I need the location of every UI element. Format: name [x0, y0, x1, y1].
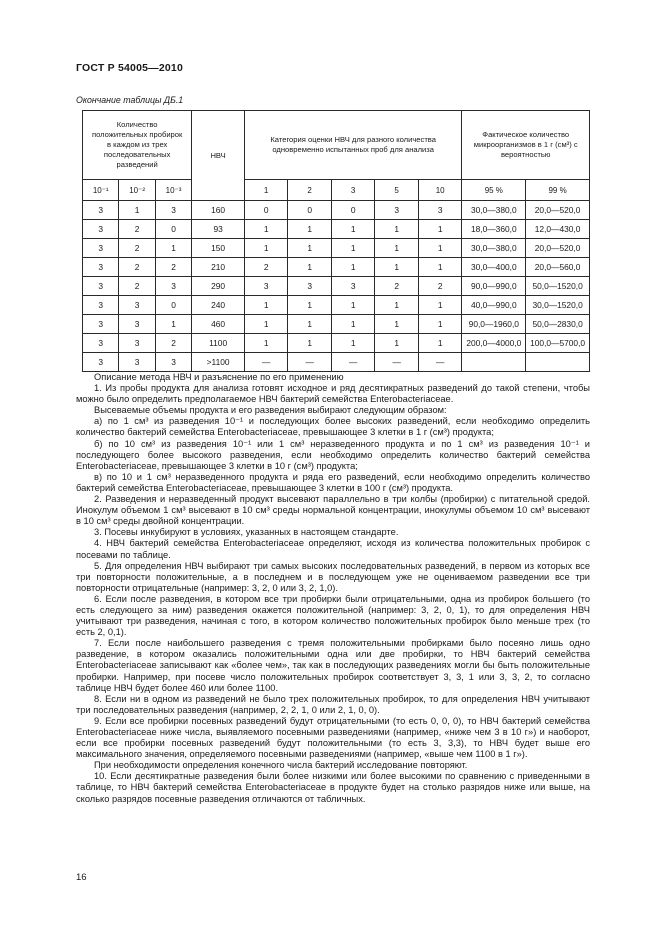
table-cell: 3	[331, 277, 375, 296]
mpn-table-head	[83, 111, 590, 201]
table-cell: 3	[119, 334, 155, 353]
table-cell: 90,0—1960,0	[462, 315, 526, 334]
table-cell: 3	[155, 277, 191, 296]
table-cell: 1	[331, 239, 375, 258]
table-cell: 160	[192, 201, 245, 220]
table-cell: 1	[288, 296, 332, 315]
paragraph: в) по 10 и 1 см³ неразведенного продукта и ряда его разведений, если необходимо определить количество бактерий семейства Enterobacteriaceae, превышающее 3 клетки в 100 г (см³) продукта.	[76, 471, 590, 493]
header-nvch: НВЧ	[192, 111, 245, 201]
table-cell: 20,0—560,0	[526, 258, 590, 277]
table-cell: —	[244, 353, 288, 372]
table-cell: 1100	[192, 334, 245, 353]
header-samples-3: 3	[331, 180, 375, 201]
paragraph: 10. Если десятикратные разведения были более низкими или более высокими по сравнению с приведенными в таблице, то НВЧ бактерий семейства Enterobacteriaceae в продукте будет на столько разрядов ниже или выше, на сколько разрядов посевные разведения отличаются от табличных.	[76, 771, 590, 804]
table-row	[83, 277, 590, 296]
header-dilution-1: 10⁻¹	[83, 180, 119, 201]
table-cell: 1	[119, 201, 155, 220]
table-cell: 1	[244, 239, 288, 258]
table-header-group-row	[83, 111, 590, 180]
paragraph: а) по 1 см³ из разведения 10⁻¹ и последующих более высоких разведений, если необходимо определить количество бактерий семейства Enterobacteriaceae, превышающее 3 клетки в 1 г (см³) продукта;	[76, 416, 590, 438]
table-cell: 1	[288, 258, 332, 277]
table-cell: 150	[192, 239, 245, 258]
table-cell: 0	[288, 201, 332, 220]
table-cell: 12,0—430,0	[526, 220, 590, 239]
table-cell: —	[331, 353, 375, 372]
table-cell: >1100	[192, 353, 245, 372]
table-cell: 1	[288, 315, 332, 334]
table-cell: 2	[244, 258, 288, 277]
table-cell: 460	[192, 315, 245, 334]
table-cell: 290	[192, 277, 245, 296]
table-cell: 1	[331, 334, 375, 353]
table-cell: 1	[244, 220, 288, 239]
table-header-sub-row	[83, 180, 590, 201]
table-cell: 1	[244, 296, 288, 315]
header-probability-95: 95 %	[462, 180, 526, 201]
table-cell	[526, 353, 590, 372]
table-cell: 1	[288, 334, 332, 353]
paragraph: 8. Если ни в одном из разведений не было трех положительных пробирок, то для определения НВЧ учитывают три последовательных разведения (например, 2, 2, 1, 0 или 2, 1, 0, 0).	[76, 693, 590, 715]
table-cell: 1	[331, 315, 375, 334]
header-samples-1: 1	[244, 180, 288, 201]
table-cell: 20,0—520,0	[526, 239, 590, 258]
table-cell: 1	[375, 258, 419, 277]
table-cell: 1	[331, 296, 375, 315]
table-cell	[462, 353, 526, 372]
table-row	[83, 334, 590, 353]
table-cell: 1	[375, 220, 419, 239]
table-cell: 3	[83, 239, 119, 258]
paragraph: 5. Для определения НВЧ выбирают три самых высоких последовательных разведений, в первом из которых все три повторности положительные, а в последнем и в последующем уже не оцениваемом разведении все три повторности отрицательные (например: 3, 2, 0 или 3, 2, 1,0).	[76, 560, 590, 593]
table-cell: 1	[418, 315, 462, 334]
mpn-table-body	[83, 201, 590, 372]
page-number: 16	[76, 872, 87, 883]
paragraph: б) по 10 см³ из разведения 10⁻¹ или 1 см³ неразведенного продукта и по 1 см³ из разведения 10⁻¹ и последующего более высокого разведения, если необходимо определить количество бактерий семейства Enterobacteriaceae, превышающее 3 клетки в 10 г (см³) продукта;	[76, 438, 590, 471]
table-cell: 0	[244, 201, 288, 220]
table-cell: 1	[331, 258, 375, 277]
table-cell: —	[288, 353, 332, 372]
table-cell: 1	[375, 315, 419, 334]
method-description	[76, 372, 590, 805]
table-cell: 93	[192, 220, 245, 239]
table-cell: 50,0—1520,0	[526, 277, 590, 296]
table-cell: 3	[155, 201, 191, 220]
table-cell: 1	[375, 334, 419, 353]
header-dilution-3: 10⁻³	[155, 180, 191, 201]
table-cell: 2	[119, 220, 155, 239]
header-positive-tubes: Количество положительных пробирок в каждом из трех последовательных разведений	[83, 111, 192, 180]
paragraph: 9. Если все пробирки посевных разведений будут отрицательными (то есть 0, 0, 0), то НВЧ бактерий семейства Enterobacteriaceae ниже числа, выявляемого посевными разведениями (например, «ниже чем 3 в 10 г») и наоборот, если все пробирки посевных разведений будут положительными (то есть 3, 3,3), то НВЧ будет выше его максимального значения, определяемого посевными разведениями (например, «выше чем 1100 в 1 г»).	[76, 715, 590, 760]
table-cell: 18,0—360,0	[462, 220, 526, 239]
table-cell: 1	[244, 334, 288, 353]
table-cell: 1	[375, 239, 419, 258]
table-cell: 3	[83, 315, 119, 334]
table-cell: 0	[155, 296, 191, 315]
table-cell: 240	[192, 296, 245, 315]
header-samples-2: 2	[288, 180, 332, 201]
table-cell: 200,0—4000,0	[462, 334, 526, 353]
table-cell: 3	[418, 201, 462, 220]
table-cell: 0	[331, 201, 375, 220]
table-cell: 210	[192, 258, 245, 277]
header-samples-5: 5	[375, 180, 419, 201]
table-cell: 3	[119, 353, 155, 372]
paragraph: 4. НВЧ бактерий семейства Enterobacteriaceae определяют, исходя из количества положительных пробирок с посевами по таблице.	[76, 538, 590, 560]
table-row	[83, 315, 590, 334]
paragraph: При необходимости определения конечного числа бактерий исследование повторяют.	[94, 760, 468, 771]
table-cell: 3	[83, 220, 119, 239]
table-cell: 1	[155, 239, 191, 258]
paragraph: Высеваемые объемы продукта и его разведения выбирают следующим образом:	[94, 405, 447, 416]
table-cell: 0	[155, 220, 191, 239]
table-cell: 3	[119, 315, 155, 334]
table-cell: 3	[119, 296, 155, 315]
paragraph: 1. Из пробы продукта для анализа готовят исходное и ряд десятикратных разведений до такой степени, чтобы можно было определить предполагаемое НВЧ бактерий семейства Enterobacteriaceae.	[76, 383, 590, 405]
mpn-table	[82, 110, 590, 372]
table-cell: 3	[83, 277, 119, 296]
table-cell: 2	[375, 277, 419, 296]
table-row	[83, 353, 590, 372]
table-cell: 30,0—380,0	[462, 201, 526, 220]
header-actual-count: Фактическое количество микроорганизмов в 1 г (см³) с вероятностью	[462, 111, 590, 180]
header-category: Категория оценки НВЧ для разного количества одновременно испытанных проб для анализа	[244, 111, 462, 180]
paragraph: 3. Посевы инкубируют в условиях, указанных в настоящем стандарте.	[94, 527, 399, 538]
table-cell: 3	[244, 277, 288, 296]
document-header: ГОСТ Р 54005—2010	[76, 62, 184, 74]
table-cell: 40,0—990,0	[462, 296, 526, 315]
table-cell: 2	[155, 258, 191, 277]
header-dilution-2: 10⁻²	[119, 180, 155, 201]
table-cell: 1	[418, 296, 462, 315]
table-cell: 3	[83, 258, 119, 277]
table-cell: 1	[418, 239, 462, 258]
table-cell: 20,0—520,0	[526, 201, 590, 220]
table-cell: 3	[375, 201, 419, 220]
table-cell: 1	[331, 220, 375, 239]
paragraph: Описание метода НВЧ и разъяснение по его применению	[94, 372, 344, 382]
table-caption: Окончание таблицы ДБ.1	[76, 95, 184, 105]
table-cell: 3	[83, 334, 119, 353]
table-cell: 2	[119, 239, 155, 258]
table-cell: 1	[288, 220, 332, 239]
table-cell: 3	[288, 277, 332, 296]
table-cell: 2	[119, 277, 155, 296]
table-cell: 1	[418, 334, 462, 353]
table-row	[83, 201, 590, 220]
table-cell: 1	[418, 220, 462, 239]
table-cell: 2	[155, 334, 191, 353]
table-cell: 3	[83, 296, 119, 315]
table-cell: 3	[83, 201, 119, 220]
table-cell: —	[418, 353, 462, 372]
paragraph: 7. Если после наибольшего разведения с тремя положительными пробирками было посеяно лишь одно разведение, в котором оказались положительными одна или две пробирки, то НВЧ бактерий семейства Enterobacteriaceae записывают как «более чем», так как в последующих разведениях могли бы быть положительные пробирки. Например, при посеве число положительных пробирок соответствует 3, 3, 1 или 3, 3, 2, то согласно таблице НВЧ будет более 460 или более 1100.	[76, 638, 590, 693]
table-cell: 30,0—380,0	[462, 239, 526, 258]
header-samples-10: 10	[418, 180, 462, 201]
table-cell: 1	[155, 315, 191, 334]
table-cell: 3	[155, 353, 191, 372]
table-row	[83, 258, 590, 277]
table-cell: 30,0—1520,0	[526, 296, 590, 315]
table-cell: 1	[288, 239, 332, 258]
table-row	[83, 239, 590, 258]
table-cell: 1	[375, 296, 419, 315]
table-row	[83, 296, 590, 315]
header-probability-99: 99 %	[526, 180, 590, 201]
table-cell: —	[375, 353, 419, 372]
table-cell: 2	[418, 277, 462, 296]
paragraph: 6. Если после разведения, в котором все три пробирки были отрицательными, одна из пробирок большего (то есть следующего за ним) разведения окажется положительной (например: 3, 2, 0, 1), то для определения НВЧ учитывают три разведения, начиная с того, в котором количество положительных пробирок было меньше трех (то есть 2, 0,1).	[76, 593, 590, 638]
table-cell: 90,0—990,0	[462, 277, 526, 296]
table-cell: 1	[244, 315, 288, 334]
table-row	[83, 220, 590, 239]
table-cell: 30,0—400,0	[462, 258, 526, 277]
table-cell: 50,0—2830,0	[526, 315, 590, 334]
table-cell: 3	[83, 353, 119, 372]
table-cell: 100,0—5700,0	[526, 334, 590, 353]
paragraph: 2. Разведения и неразведенный продукт высевают параллельно в три колбы (пробирки) с питательной средой. Инокулум объемом 1 см³ высевают в 10 см³ среды нормальной концентрации, инокулумы объемом 10 см³ высевают в 10 см³ среды двойной концентрации.	[76, 494, 590, 527]
table-cell: 2	[119, 258, 155, 277]
table-cell: 1	[418, 258, 462, 277]
